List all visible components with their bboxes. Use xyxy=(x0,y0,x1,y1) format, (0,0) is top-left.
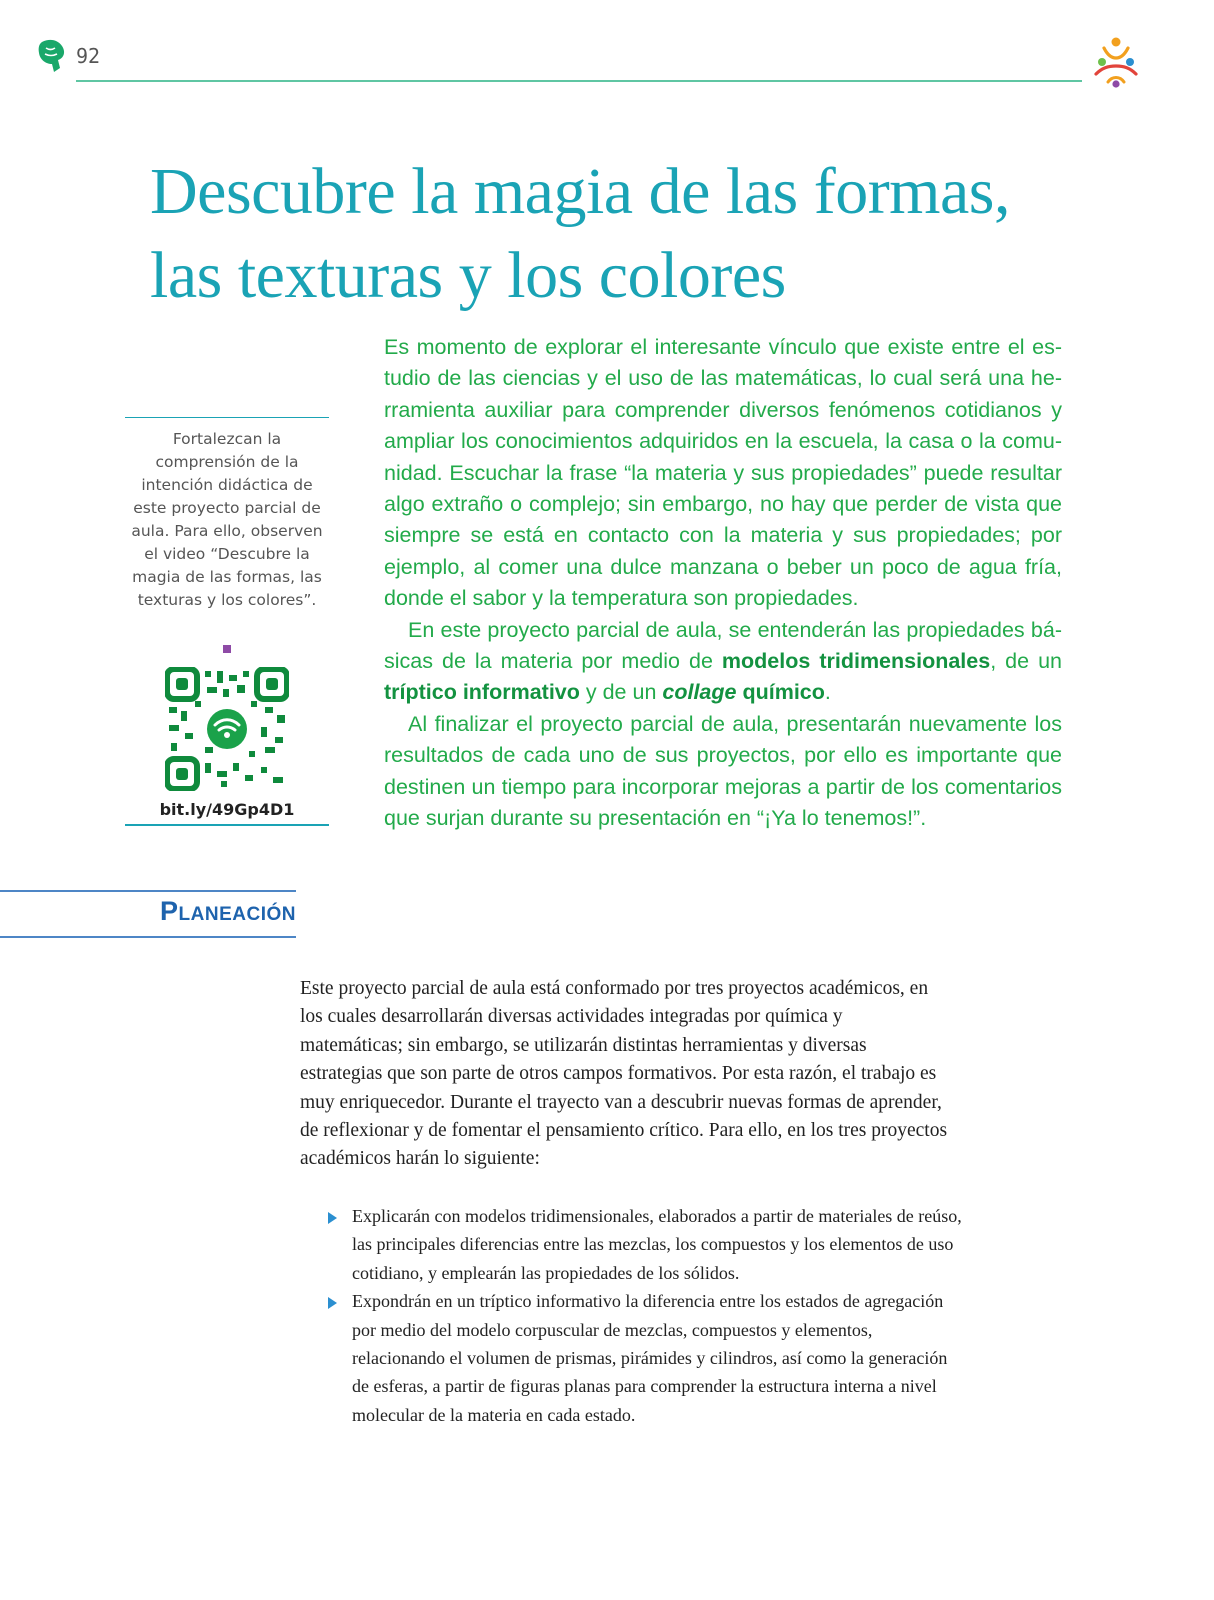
keyword-triptico: tríptico informativo xyxy=(384,680,580,705)
intro-p2-part-a: En este proyecto parcial de aula, se entenderán las propiedades básicas de la materia por medio de xyxy=(384,617,1062,674)
section-heading: Planeación xyxy=(160,896,296,926)
intro-p2-part-e: . xyxy=(824,680,831,705)
list-item xyxy=(326,1202,966,1287)
title-line-2: las texturas y los colores xyxy=(150,239,786,312)
purple-square-marker xyxy=(223,645,231,653)
list-item-text: Explicarán con modelos tridimensionales, elaborados a partir de materiales de reúso, las principales diferencias entre las mezclas, los compuestos y los elementos de uso cotidiano, y emplearán las propiedades de los sólidos. xyxy=(352,1206,962,1283)
intro-p2-part-c: , de un xyxy=(990,649,1063,674)
body-text xyxy=(300,975,950,1174)
colorful-figures-logo-icon xyxy=(1088,34,1144,90)
bullet-list xyxy=(326,1202,966,1429)
video-short-link[interactable]: bit.ly/49Gp4D1 xyxy=(159,800,295,819)
intro-p2-part-d: y de un xyxy=(579,680,663,705)
page-number: 92 xyxy=(76,44,101,68)
qr-code-icon[interactable] xyxy=(165,667,289,791)
sidebar-note: Fortalezcan la comprensión de la intención didáctica de este proyecto parcial de aula. Para ello, observen el video “Descubre la magia de las formas, las texturas y los colores”. xyxy=(131,430,323,609)
keyword-quimico: químico xyxy=(736,680,825,705)
sidebar-bottom-rule xyxy=(125,824,329,826)
header-rule xyxy=(76,80,1082,82)
sidebar-top-rule xyxy=(125,417,329,418)
keyword-collage xyxy=(662,680,825,704)
title-line-1: Descubre la magia de las formas, xyxy=(150,155,1010,228)
triangle-bullet-icon xyxy=(328,1212,337,1224)
list-item-text: Expondrán en un tríptico informativo la diferencia entre los estados de agregación por medio del modelo corpuscular de mezclas, compuestos y elementos, relacionando el volumen de prismas, pirámides y cilindros, así como la generación de esferas, a partir de figuras planas para comprender la estructura interna a nivel molecular de la materia en cada estado. xyxy=(352,1291,948,1425)
keyword-collage-italic: collage xyxy=(662,680,737,705)
section-rule-top xyxy=(0,890,296,892)
triangle-bullet-icon xyxy=(328,1297,337,1309)
intro-paragraph-3: Al finalizar el proyecto parcial de aula, presentarán nuevamente los resultados de cada uno de sus proyectos, por ello es importante que destinen un tiempo para incorporar mejoras a partir de los comentarios que surjan durante su presentación en “¡Ya lo tenemos!”. xyxy=(384,711,1062,831)
intro-paragraph-2 xyxy=(384,615,1062,709)
page-title xyxy=(150,150,1110,318)
section-rule-bottom xyxy=(0,936,296,938)
intro-paragraph-1: Es momento de explorar el interesante vínculo que existe entre el estudio de las ciencias y el uso de las matemáticas, lo cual será una herramienta auxiliar para comprender diversos fenómenos cotidianos y ampliar los conocimientos adquiridos en la escuela, la casa o la comunidad. Escuchar la frase “la materia y sus propiedades” puede resultar algo extraño o complejo; sin embargo, no hay que perder de vista que siempre se está en contacto con la materia y sus propiedades; por ejemplo, al comer una dulce manzana o beber un poco de agua fría, donde el sabor y la temperatura son propiedades. xyxy=(384,335,1062,611)
intro-text xyxy=(384,332,1062,835)
list-item xyxy=(326,1287,966,1429)
green-leaf-icon xyxy=(36,38,68,74)
keyword-modelos: modelos tridimensionales xyxy=(721,649,991,674)
body-paragraph: Este proyecto parcial de aula está conformado por tres proyectos académicos, en los cuales desarrollarán diversas actividades integradas por química y matemáticas; sin embargo, se utilizarán distintas herramientas y diversas estrategias que son parte de otros campos formativos. Por esta razón, el trabajo es muy enriquecedor. Durante el trayecto van a descubrir nuevas formas de aprender, de reflexionar y de fomentar el pensamiento crítico. Para ello, en los tres proyectos académicos harán lo siguiente: xyxy=(300,978,948,1170)
